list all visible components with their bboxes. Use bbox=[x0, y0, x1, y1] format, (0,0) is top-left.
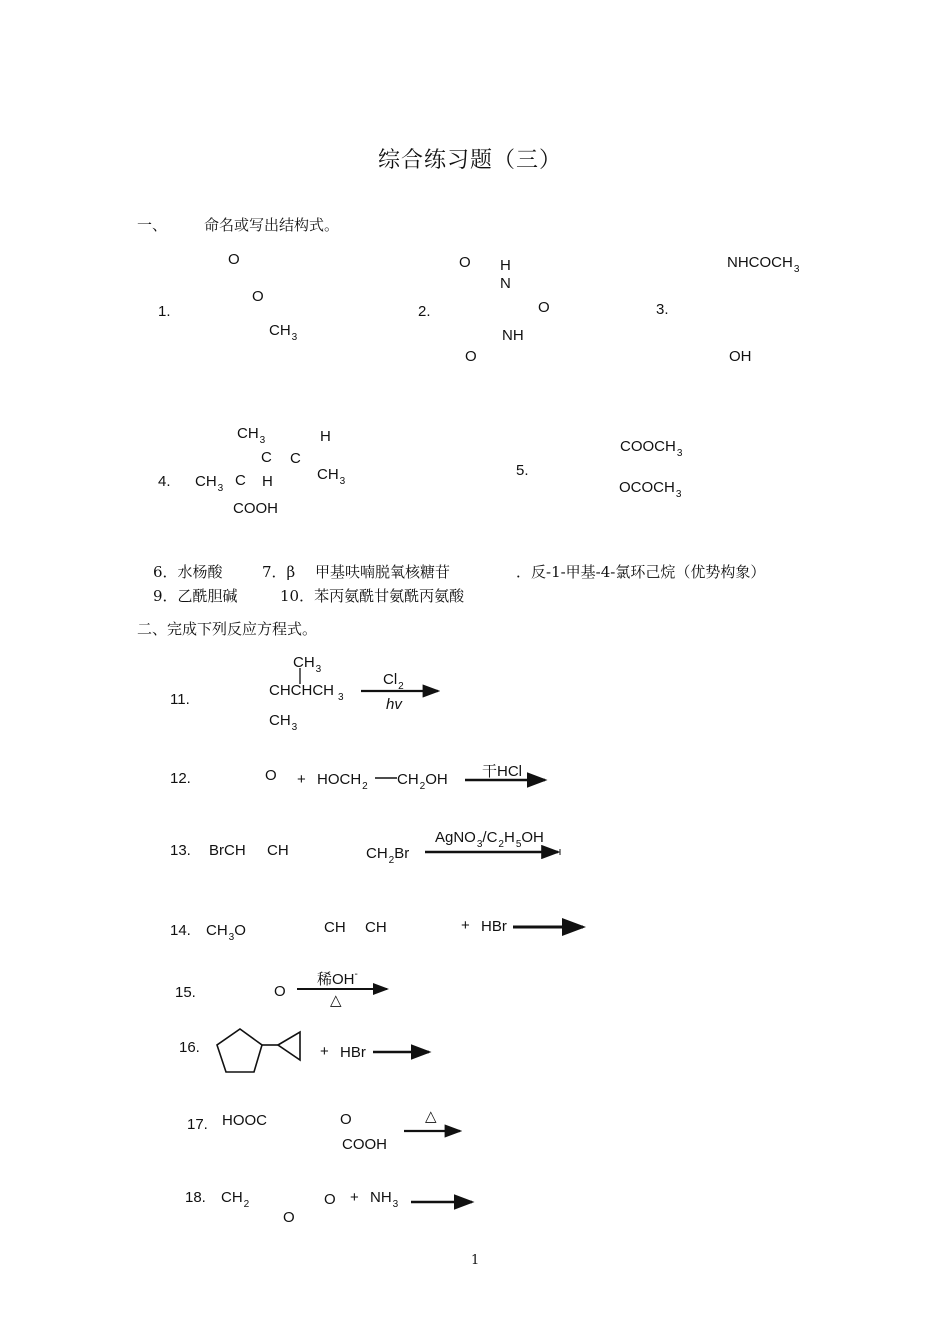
question-number: 18. bbox=[185, 1189, 206, 1206]
atom-label: C bbox=[235, 472, 246, 489]
atom-label: $CH_3$ bbox=[237, 425, 266, 446]
plus-sign: + bbox=[350, 1189, 359, 1206]
atom-label: C bbox=[290, 450, 301, 467]
atom-label: H bbox=[320, 428, 331, 445]
atom-label: $CH_2Br$ bbox=[366, 845, 410, 866]
atom-label: H bbox=[500, 257, 511, 274]
atom-label: O bbox=[538, 299, 550, 316]
question-10: 10．苯丙氨酰甘氨酰丙氨酸 bbox=[280, 587, 465, 605]
cyclopentylcyclopropane-structure bbox=[217, 1029, 300, 1072]
plus-sign: + bbox=[297, 771, 306, 788]
atom-label: $COOCH_3$ bbox=[620, 438, 683, 459]
atom-label: O bbox=[324, 1191, 336, 1208]
question-number: 14. bbox=[170, 922, 191, 939]
atom-label: COOH bbox=[342, 1136, 387, 1153]
question-number: 13. bbox=[170, 842, 191, 859]
question-7-number: 7．β bbox=[262, 563, 296, 581]
atom-label: OH bbox=[729, 348, 752, 365]
atom-label: $CH_3$ bbox=[317, 466, 346, 487]
atom-label: C bbox=[261, 449, 272, 466]
question-number: 12. bbox=[170, 770, 191, 787]
atom-label: $CH_3$ bbox=[195, 473, 224, 494]
reagent-formula: $NH_3$ bbox=[370, 1189, 399, 1210]
atom-label: CH bbox=[267, 842, 289, 859]
atom-label: BrCH bbox=[209, 842, 246, 859]
atom-label: NH bbox=[502, 327, 524, 344]
question-7: 甲基呋喃脱氧核糖苷 bbox=[315, 563, 451, 581]
atom-label: $NHCOCH_3$ bbox=[727, 254, 800, 275]
heat-symbol: △ bbox=[330, 992, 342, 1009]
plus-sign: + bbox=[461, 917, 470, 934]
page-title: 综合练习题（三） bbox=[378, 148, 563, 173]
question-number: 16. bbox=[179, 1039, 200, 1056]
question-number: 1. bbox=[158, 303, 171, 320]
reagent-label: 稀OH- bbox=[317, 969, 358, 988]
plus-sign: + bbox=[320, 1043, 329, 1060]
question-number: 3. bbox=[656, 301, 669, 318]
question-number: 5. bbox=[516, 462, 529, 479]
atom-label: O bbox=[465, 348, 477, 365]
reagent-label: $AgNO_3/C_2H_5OH$ bbox=[435, 829, 544, 850]
atom-label: O bbox=[340, 1111, 352, 1128]
atom-label: $CH_3$ bbox=[269, 712, 298, 733]
question-8: ．反-1-甲基-4-氯环己烷（优势构象） bbox=[516, 563, 766, 581]
atom-label: O bbox=[274, 983, 286, 1000]
reagent-formula: HBr bbox=[340, 1044, 366, 1061]
atom-label: $OCOCH_3$ bbox=[619, 479, 682, 500]
question-number: 11. bbox=[170, 691, 190, 708]
question-number: 2. bbox=[418, 303, 431, 320]
question-number: 4. bbox=[158, 473, 171, 490]
question-6: 6．水杨酸 bbox=[153, 563, 223, 581]
atom-label: CH bbox=[324, 919, 346, 936]
atom-label: O bbox=[283, 1209, 295, 1226]
atom-label: $CH_3$ bbox=[269, 322, 298, 343]
atom-label: CH bbox=[365, 919, 387, 936]
reagent-formula: $HOCH_2$ bbox=[317, 771, 368, 792]
atom-label: HOOC bbox=[222, 1112, 267, 1129]
reagent-formula: HBr bbox=[481, 918, 507, 935]
question-number: 15. bbox=[175, 984, 196, 1001]
question-9: 9．乙酰胆碱 bbox=[153, 587, 238, 605]
atom-label: $CH_2$ bbox=[221, 1189, 250, 1210]
reagent-label: $Cl_2$ bbox=[383, 671, 404, 692]
atom-label: COOH bbox=[233, 500, 278, 517]
section-heading: 命名或写出结构式。 bbox=[204, 216, 340, 234]
heat-symbol: △ bbox=[425, 1108, 437, 1125]
atom-label: O bbox=[228, 251, 240, 268]
condition-label: hv bbox=[386, 696, 402, 713]
reagent-label: 干HCl bbox=[482, 763, 522, 780]
question-number: 17. bbox=[187, 1116, 208, 1133]
atom-label: O bbox=[459, 254, 471, 271]
page-number: 1 bbox=[471, 1253, 480, 1268]
atom-label: O bbox=[265, 767, 277, 784]
atom-label: N bbox=[500, 275, 511, 292]
cyclopropane-ring bbox=[278, 1032, 300, 1060]
reagent-formula: $CH_2OH$ bbox=[397, 771, 448, 792]
section-number: 一、 bbox=[137, 216, 168, 234]
atom-label: CHCHCH $_3$ bbox=[269, 682, 344, 703]
atom-label: $CH_3$ bbox=[293, 654, 322, 675]
section-heading: 二、完成下列反应方程式。 bbox=[137, 620, 318, 638]
atom-label: H bbox=[262, 473, 273, 490]
cyclopentane-ring bbox=[217, 1029, 262, 1072]
atom-label: O bbox=[252, 288, 264, 305]
atom-label: $CH_3O$ bbox=[206, 922, 246, 943]
